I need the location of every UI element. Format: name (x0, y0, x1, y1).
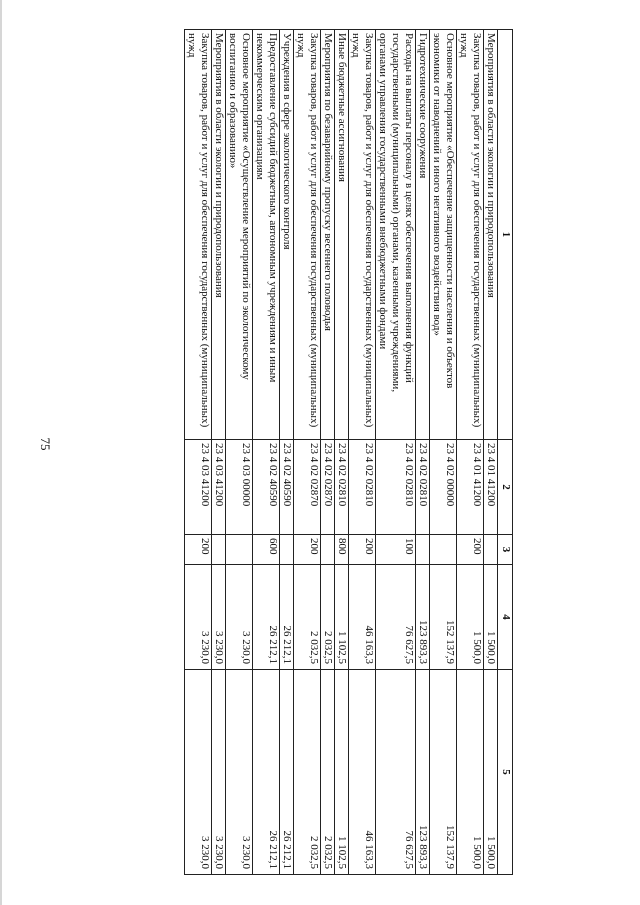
row-value-4: 76 627,5 (376, 565, 416, 670)
table-row (185, 30, 212, 875)
header-col-5: 5 (498, 670, 513, 875)
row-name: Основное мероприятие «Осуществление мероприятий по экологическому воспитанию и образованию» (226, 30, 253, 440)
row-type (212, 535, 226, 565)
table-row (430, 30, 457, 875)
row-type: 100 (376, 535, 416, 565)
table-row (253, 30, 280, 875)
table-rotation-frame (91, 29, 513, 874)
row-value-4: 46 163,3 (349, 565, 376, 670)
row-code: 23 4 02 40590 (280, 440, 294, 535)
row-value-4: 26 212,1 (253, 565, 280, 670)
row-value-4: 26 212,1 (280, 565, 294, 670)
row-value-4: 1 102,5 (335, 565, 349, 670)
row-value-4: 123 893,3 (416, 565, 430, 670)
table-row (321, 30, 335, 875)
row-name: Закупка товаров, работ и услуг для обеспечения государственных (муниципальных) нужд (294, 30, 321, 440)
row-value-5: 1 102,5 (335, 670, 349, 875)
page-number: 75 (38, 437, 53, 451)
row-value-5: 3 230,0 (226, 670, 253, 875)
row-type: 800 (335, 535, 349, 565)
row-code: 23 4 02 40590 (253, 440, 280, 535)
table-row (457, 30, 484, 875)
row-type (226, 535, 253, 565)
row-name: Основное мероприятие «Обеспечение защищенности населения и объектов экономики от наводнений и иного негативного воздействия вод» (430, 30, 457, 440)
table-row (226, 30, 253, 875)
row-value-5: 1 500,0 (457, 670, 484, 875)
row-value-5: 3 230,0 (185, 670, 212, 875)
table-row (416, 30, 430, 875)
header-col-1: 1 (498, 30, 513, 440)
row-type: 600 (253, 535, 280, 565)
header-col-2: 2 (498, 440, 513, 535)
row-code: 23 4 03 41200 (212, 440, 226, 535)
row-code: 23 4 02 02810 (335, 440, 349, 535)
row-name: Предоставление субсидий бюджетным, автономным учреждениям и иным некоммерческим организациям (253, 30, 280, 440)
row-type: 200 (185, 535, 212, 565)
row-code: 23 4 03 41200 (185, 440, 212, 535)
row-type: 200 (457, 535, 484, 565)
row-code: 23 4 03 00000 (226, 440, 253, 535)
row-code: 23 4 02 02810 (376, 440, 416, 535)
row-name: Мероприятия в области экологии и природопользования (484, 30, 498, 440)
row-code: 23 4 02 00000 (430, 440, 457, 535)
row-value-5: 123 893,3 (416, 670, 430, 875)
row-value-4: 2 032,5 (321, 565, 335, 670)
row-value-4: 1 500,0 (457, 565, 484, 670)
row-name: Гидротехнические сооружения (416, 30, 430, 440)
row-value-5: 2 032,5 (321, 670, 335, 875)
header-col-3: 3 (498, 535, 513, 565)
row-value-5: 76 627,5 (376, 670, 416, 875)
rotated-table-area (91, 29, 513, 874)
row-type (321, 535, 335, 565)
row-value-5: 46 163,3 (349, 670, 376, 875)
row-type (280, 535, 294, 565)
row-type: 200 (349, 535, 376, 565)
row-type (430, 535, 457, 565)
row-type: 200 (294, 535, 321, 565)
row-value-4: 2 032,5 (294, 565, 321, 670)
row-value-4: 3 230,0 (212, 565, 226, 670)
table-header-row (498, 30, 513, 875)
table-row (349, 30, 376, 875)
row-type (484, 535, 498, 565)
row-name: Расходы на выплаты персоналу в целях обеспечения выполнения функций государственными (муниципальными) органами, казенными учреждениями, органами управления государственными внебюджетными фондами (376, 30, 416, 440)
table-row (376, 30, 416, 875)
row-value-5: 152 137,9 (430, 670, 457, 875)
row-value-5: 26 212,1 (253, 670, 280, 875)
table-row (280, 30, 294, 875)
row-value-4: 3 230,0 (185, 565, 212, 670)
row-type (416, 535, 430, 565)
row-value-5: 26 212,1 (280, 670, 294, 875)
budget-table (184, 29, 513, 875)
row-value-4: 3 230,0 (226, 565, 253, 670)
row-code: 23 4 01 41200 (484, 440, 498, 535)
row-code: 23 4 01 41200 (457, 440, 484, 535)
row-name: Закупка товаров, работ и услуг для обеспечения государственных (муниципальных) нужд (457, 30, 484, 440)
row-code: 23 4 02 02870 (294, 440, 321, 535)
table-row (484, 30, 498, 875)
row-name: Закупка товаров, работ и услуг для обеспечения государственных (муниципальных) нужд (185, 30, 212, 440)
header-col-4: 4 (498, 565, 513, 670)
row-value-5: 3 230,0 (212, 670, 226, 875)
row-code: 23 4 02 02810 (349, 440, 376, 535)
row-name: Учреждения в сфере экологического контроля (280, 30, 294, 440)
row-value-4: 152 137,9 (430, 565, 457, 670)
row-name: Иные бюджетные ассигнования (335, 30, 349, 440)
table-row (212, 30, 226, 875)
table-row (335, 30, 349, 875)
row-name: Закупка товаров, работ и услуг для обеспечения государственных (муниципальных) нужд (349, 30, 376, 440)
row-value-5: 2 032,5 (294, 670, 321, 875)
row-code: 23 4 02 02870 (321, 440, 335, 535)
row-name: Мероприятия по безаварийному пропуску весеннего половодья (321, 30, 335, 440)
row-value-5: 1 500,0 (484, 670, 498, 875)
row-name: Мероприятия в области экологии и природопользования (212, 30, 226, 440)
row-value-4: 1 500,0 (484, 565, 498, 670)
table-row (294, 30, 321, 875)
row-code: 23 4 02 02810 (416, 440, 430, 535)
